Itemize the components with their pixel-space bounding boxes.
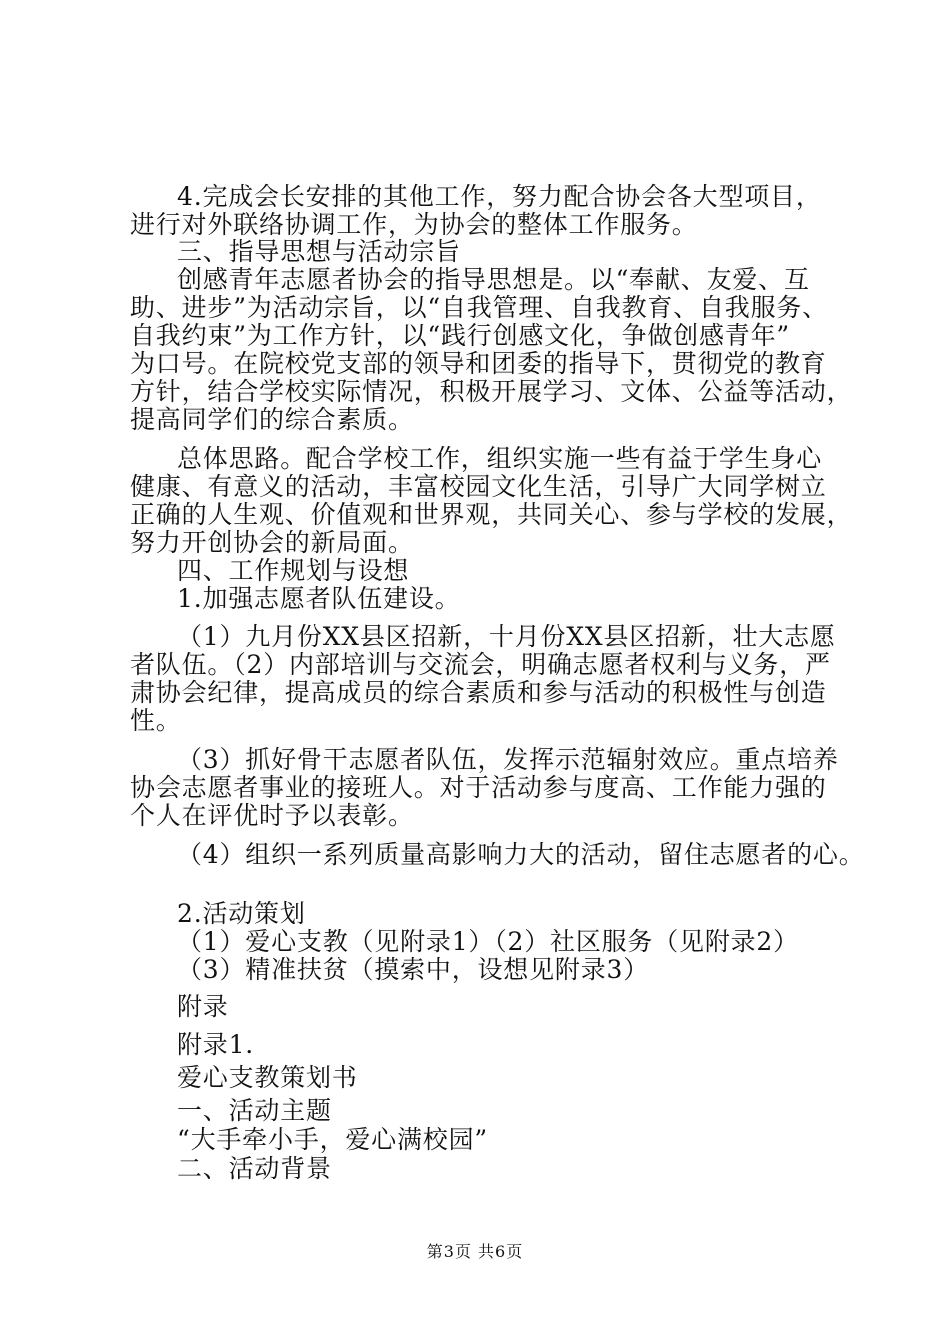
paragraph-line: 自我约束”为工作方针，以“践行创感文化，争做创感青年”	[130, 321, 790, 350]
paragraph-line: 性。	[130, 706, 182, 735]
paragraph-line: 正确的人生观、价值观和世界观，共同关心、参与学校的发展，	[130, 500, 853, 529]
paragraph-line: 助、进步”为活动宗旨，以“自我管理、自我教育、自我服务、	[130, 293, 828, 322]
paragraph-line: 进行对外联络协调工作，为协会的整体工作服务。	[130, 210, 698, 239]
paragraph-line: 方针，结合学校实际情况，积极开展学习、文体、公益等活动，	[130, 377, 853, 406]
section-heading: 四、工作规划与设想	[177, 556, 410, 585]
list-item: （3）精准扶贫（摸索中，设想见附录3）	[177, 955, 650, 984]
paragraph-line: 为口号。在院校党支部的领导和团委的指导下，贯彻党的教育	[130, 349, 827, 378]
paragraph-line: 提高同学们的综合素质。	[130, 405, 414, 434]
paragraph-line: 4.完成会长安排的其他工作，努力配合协会各大型项目，	[177, 182, 822, 211]
list-item: （1）爱心支教（见附录1）（2）社区服务（见附录2）	[177, 927, 799, 956]
paragraph-line: （1）九月份XX县区招新，十月份XX县区招新，壮大志愿	[177, 622, 836, 651]
section-heading: 三、指导思想与活动宗旨	[177, 237, 461, 266]
paragraph-line: 个人在评优时予以表彰。	[130, 801, 414, 830]
subsection-heading: 1.加强志愿者队伍建设。	[177, 584, 461, 613]
subsection-heading: 2.活动策划	[177, 899, 306, 928]
paragraph-line: 努力开创协会的新局面。	[130, 528, 414, 557]
paragraph-line: 肃协会纪律，提高成员的综合素质和参与活动的积极性与创造	[130, 678, 827, 707]
page-number-footer: 第3页 共6页	[426, 1242, 524, 1261]
paragraph-line: 总体思路。配合学校工作，组织实施一些有益于学生身心	[177, 444, 823, 473]
paragraph-line: “大手牵小手，爱心满校园”	[177, 1125, 488, 1154]
paragraph-line: 健康、有意义的活动，丰富校园文化生活，引导广大同学树立	[130, 472, 827, 501]
paragraph-line: （3）抓好骨干志愿者队伍，发挥示范辐射效应。重点培养	[177, 745, 839, 774]
paragraph-line: 创感青年志愿者协会的指导思想是。以“奉献、友爱、互	[177, 265, 810, 294]
appendix-title: 爱心支教策划书	[177, 1063, 358, 1092]
appendix-heading: 附录1.	[177, 1030, 255, 1059]
paragraph-line: （4）组织一系列质量高影响力大的活动，留住志愿者的心。	[177, 840, 865, 869]
appendix-heading: 附录	[177, 992, 229, 1021]
section-heading: 二、活动背景	[177, 1154, 332, 1183]
section-heading: 一、活动主题	[177, 1096, 332, 1125]
paragraph-line: 协会志愿者事业的接班人。对于活动参与度高、工作能力强的	[130, 773, 827, 802]
paragraph-line: 者队伍。（2）内部培训与交流会，明确志愿者权利与义务，严	[130, 650, 831, 679]
